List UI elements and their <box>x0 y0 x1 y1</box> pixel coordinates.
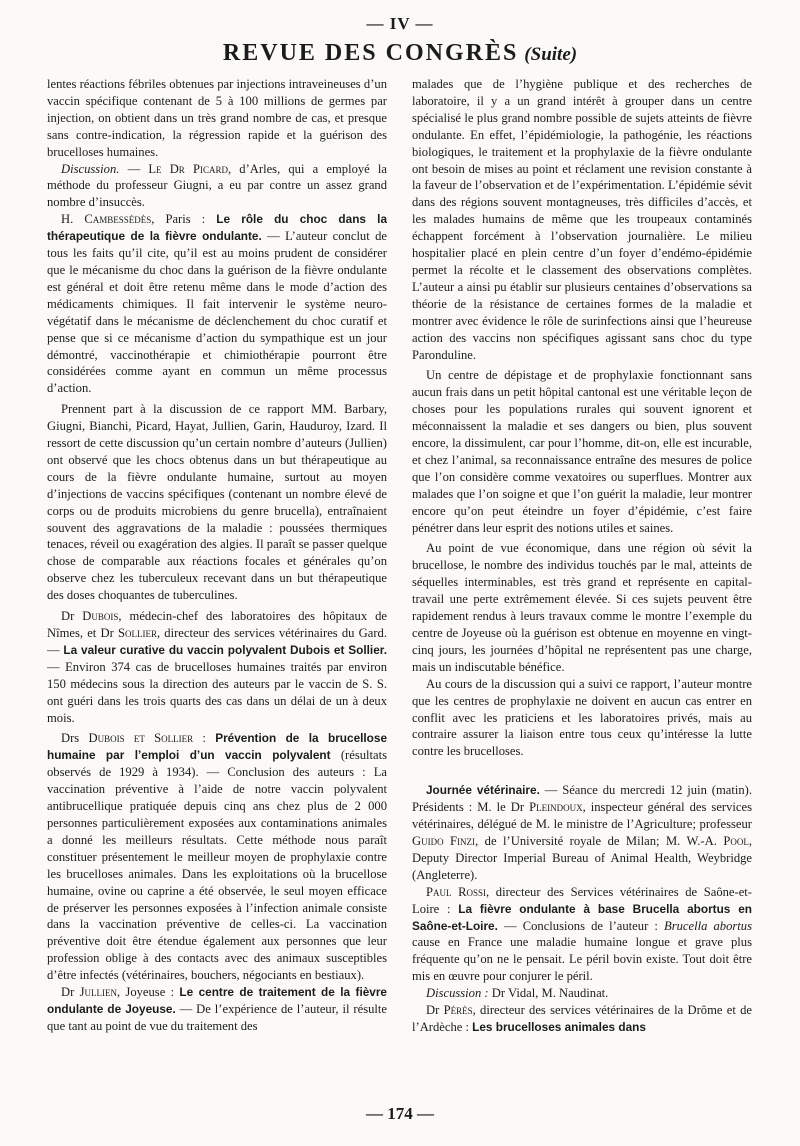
paragraph-text: : <box>193 731 216 746</box>
paragraph-text: , Paris : <box>151 212 217 227</box>
paragraph-text: , directeur des services vétérinaires de la Drôme et de l’Ardèche : <box>412 1003 752 1034</box>
author-name: Guido Finzi <box>412 833 476 848</box>
paragraph <box>47 984 387 1035</box>
paragraph-text: Au cours de la discussion qui a suivi ce rapport, l’auteur montre que les centres de prophylaxie ne doivent en aucun cas entrer en conflit avec les praticiens et les laboratoires privés, mais au contraire assurer la liaison entre tous ceux qu’intéresse la lutte contre les brucelloses. <box>412 676 752 759</box>
paragraph <box>412 782 752 883</box>
discussion-label: Discussion. <box>61 161 120 176</box>
author-name: Dubois et Sollier <box>88 731 194 746</box>
author-name: Pérès <box>443 1003 473 1018</box>
paragraph-text: — L’auteur conclut de tous les faits qu’il cite, qu’il est au moins prudent de considérer que le mécanisme du choc dans la guérison de la fièvre ondulante est général et doit être retenu même dans le mode d’action des médicaments chimiques. Il fait intervenir le système neuro-végétatif dans le mécanisme de déclenchement du choc curatif et pense que si ce mécanisme d’action du sympathique est un jour démontré, vaccinothérapie et chimiothérapie pourront être considérées comme ayant en commun un même processus d’action. <box>47 229 387 396</box>
paragraph <box>47 76 387 161</box>
paragraph-text: Dr <box>426 1003 444 1018</box>
paragraph <box>412 676 752 761</box>
paragraph-text: malades que de l’hygiène publique et des recherches de laboratoire, il y a un grand intérêt à grouper dans un centre spécialisé le plus grand nombre possible de sujets atteints de fièvre ondulante. En effet, l’épidémiologie, la pathogénie, les réactions biologiques, le traitement et la prophylaxie de la fièvre ondulante ont besoin de mises au point et réclament une revision constante à la faveur de l’observation et de l’expérimentation. L’épidémie sévit dans des régions souvent montagneuses, très difficiles d’accès, et les malades humains de même que les troupeaux contaminés échappent forcément à l’observation journalière. Le milieu hospitalier placé en plein centre d’un foyer d’endémo-épidémie permet la récolte et le classement des observations complètes. L’auteur a ainsi pu établir sur plusieurs centaines d’observations sa théorie de la résistance de certaines formes de la maladie et montrer avec évidence le rôle de surinfections ainsi que l’heureuse action des vaccins non spécifiques agissant sans choc du type Paronduline. <box>412 77 752 362</box>
author-name: Dubois <box>82 609 119 624</box>
article-title: La valeur curative du vaccin polyvalent Dubois et Sollier. <box>63 642 387 657</box>
paragraph <box>47 608 387 726</box>
journal-section-title: REVUE DES CONGRÈS <box>222 40 519 66</box>
left-column <box>47 76 387 1096</box>
paragraph <box>412 1002 752 1036</box>
paragraph-text: lentes réactions fébriles obtenues par injections intraveineuses d’un vaccin spécifique contenant de 5 à 100 millions de germes par injection, on obtient dans un très grand nombre de cas, et presque sans contre-indication, la régression rapide et la guérison des brucelloses humaines. <box>47 77 387 159</box>
right-column <box>412 76 752 1096</box>
author-name: Sollier <box>117 626 157 640</box>
article-title: Le rôle du choc dans la thérapeutique de la fièvre ondulante. <box>47 212 387 244</box>
paragraph <box>412 76 752 363</box>
paragraph-text: , médecin-chef des laboratoires des hôpitaux de Nîmes, et Dr <box>47 609 387 640</box>
paragraph-text: — Environ 374 cas de brucelloses humaines traités par environ 150 médecins sous la direction des auteurs par le vaccin de S. S. ont guéri dans les trois quarts des cas dans un délai de un à deux mois. <box>47 659 387 725</box>
section-title: Journée vétérinaire. <box>426 783 540 798</box>
page-heading <box>0 40 800 67</box>
paragraph <box>47 211 387 397</box>
paragraph-text: , de l’Université royale de Milan; M. W.-A. <box>475 833 724 848</box>
heading-suite: (Suite) <box>524 44 578 65</box>
author-name: Pool <box>723 833 749 848</box>
paragraph-text: Au point de vue économique, dans une région où sévit la brucellose, le nombre des individus touchés par le mal, atteints de séquelles interminables, est très grand et représente en capital-travail une perte extrêmement élevée. Si ces sujets peuvent être rapidement rendus à leurs travaux comme le montre l’exemple du centre de Joyeuse où la guérison est obtenue en moyenne en vingt-cinq jours, les journées d’hôpital ne représentent pas une charge, mais un indiscutable bénéfice. <box>412 541 752 674</box>
paragraph-text: , d’Arles, qui a employé la méthode du professeur Giugni, a eu par contre un assez grand nombre d’insuccès. <box>47 161 387 210</box>
paragraph-text: (résultats observés de 1929 à 1934). — Conclusion des auteurs : La vaccination préventive à l’aide de notre vaccin polyvalent antibrucellique pratiquée depuis cinq ans chez plus de 2 000 personnes particulièrement exposées aux contaminations animales a donné les meilleurs résultats. Cette méthode nous paraît constituer présentement le meilleur moyen de prophylaxie contre les brucelloses animales. Dans les exploitations où la brucellose humaine, ovine ou caprine a été observée, le seul moyen efficace de préserver les personnes exposées à l’infection animale consiste dans la vaccination préventive de celles-ci. La vaccination préventive doit être étendue également aux personnes que leur profession oblige à des contacts avec des animaux susceptibles d’être infectés (vétérinaires, bouchers, négociants en bestiaux). <box>47 748 387 983</box>
paragraph-text: Dr <box>61 985 80 1000</box>
paragraph-text: Drs <box>61 731 89 746</box>
author-name: Le Dr Picard <box>148 161 228 176</box>
paragraph-text: , Joyeuse : <box>116 985 180 1000</box>
paragraph-text: Prennent part à la discussion de ce rapport MM. Barbary, Giugni, Bianchi, Picard, Hayat, Jullien, Garin, Hauduroy, Izard. Il ressort de cette discussion qu’un certain nombre d’auteurs (Jullien) ont observé que les chocs obtenus dans un but thérapeutique au cours de la fièvre ondulante humaine, surtout au moyen d’injections de vaccins spécifiques (contenant un nombre élevé de corps ou de produits microbiens du genre brucella), entraînaient souvent des aggravations de la maladie : poussées thermiques tenaces, réveil ou exagération des algies. Il paraît se passer quelque chose de comparable aux réactions focales et générales qu’on observe chez les tuberculeux recevant dans un but thérapeutique des doses choquantes de tuberculines. <box>47 402 387 603</box>
paragraph <box>47 401 387 604</box>
author-name: Pleindoux <box>529 800 583 815</box>
species-name: Brucella abortus <box>664 918 752 933</box>
paragraph-text: Dr Vidal, M. Naudinat. <box>488 986 609 1001</box>
discussion-label: Discussion : <box>426 986 489 1001</box>
article-title: Prévention de la brucellose humaine par l’emploi d’un vaccin polyvalent <box>47 731 387 763</box>
page-roman-numeral: — IV — <box>366 14 434 33</box>
paragraph-text: , directeur des Services vétérinaires de Saône-et-Loire : <box>412 884 752 916</box>
paragraph: Discussion. — Le Dr Picard, d’Arles, qui a employé la méthode du professeur Giugni, a eu par contre un assez grand nombre d’insuccès. <box>47 161 387 210</box>
author-name: H. Cambessédès <box>61 212 152 227</box>
paragraph-text: Dr <box>61 609 83 624</box>
article-title: Les brucelloses animales dans <box>472 1019 646 1034</box>
article-title: Le centre de traitement de la fièvre ondulante de Joyeuse. <box>47 985 387 1016</box>
page-number: — 174 — <box>366 1104 434 1123</box>
paragraph-text: , directeur des services vétérinaires du Gard. — <box>47 626 387 657</box>
author-name: Jullien <box>79 985 117 1000</box>
paragraph-text: — Séance du mercredi 12 juin (matin). Présidents : M. le Dr <box>412 783 752 815</box>
paragraph-text: — Conclusions de l’auteur : <box>497 918 665 933</box>
paragraph <box>412 367 752 536</box>
paragraph <box>412 985 752 1002</box>
paragraph <box>412 884 752 985</box>
paragraph-text: , inspecteur général des services vétérinaires, délégué de M. le ministre de l’Agriculture; professeur <box>412 800 752 832</box>
article-title: La fièvre ondulante à base Brucella abortus en Saône-et-Loire. <box>412 901 752 933</box>
paragraph-text: , Deputy Director Imperial Bureau of Animal Health, Weybridge (Angleterre). <box>412 833 752 882</box>
paragraph-text: cause en France une maladie humaine longue et grave plus fréquente qu’on ne le pensait. Le péril bovin existe. Tout doit être mis en œuvre pour conjurer le péril. <box>412 935 752 984</box>
paragraph-text: — De l’expérience de l’auteur, il résulte que tant au point de vue du traitement des <box>47 1001 387 1033</box>
paragraph <box>412 540 752 675</box>
paragraph <box>47 730 387 984</box>
paragraph-text: Un centre de dépistage et de prophylaxie fonctionnant sans aucun frais dans un petit hôpital cantonal est une véritable leçon de choses pour les populations rurales qui souvent ignorent et méconnaissent la maladie et ses dangers ou bien, plus souvent encore, la dissimulent, car pour l’homme, dit-on, elle est incurable, et chez l’animal, sa reconnaissance entraîne des mesures de police que l’on considère comme vexatoires ou superflues. Montrer aux malades que l’on soigne et que l’on guérit la maladie, leur montrer encore qu’on peut éteindre un foyer d’épidémie, c’est faire pénétrer dans leur esprit des notions utiles et saines. <box>412 368 752 535</box>
author-name: Paul Rossi <box>426 884 487 899</box>
